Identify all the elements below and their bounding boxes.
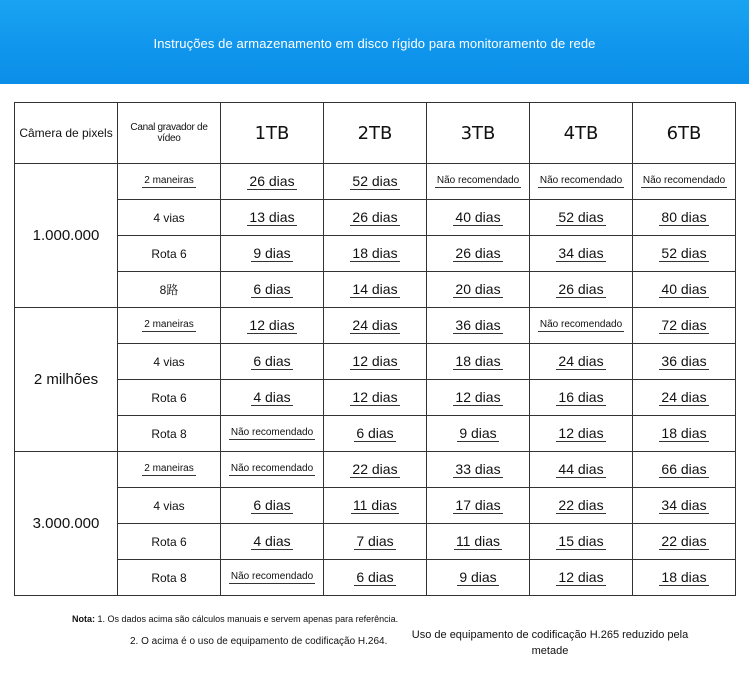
resolution-cell: 1.000.000 [15,164,118,308]
value-label: 15 dias [558,533,604,549]
value-label: 12 dias [352,389,398,405]
note-line-2: 2. O acima é o uso de equipamento de codificação H.264. [130,636,388,647]
value-cell [530,236,633,272]
resolution-cell: 2 milhões [15,308,118,452]
value-cell [427,380,530,416]
value-cell [221,488,324,524]
value-label: 26 dias [352,209,398,225]
value-cell [221,200,324,236]
value-label: 12 dias [558,425,604,441]
value-label: 66 dias [661,461,707,477]
value-cell [530,272,633,308]
value-cell [633,308,736,344]
value-label: 80 dias [661,209,707,225]
value-cell [530,560,633,596]
table-row [15,200,736,236]
header-2tb: 2TB [324,103,427,164]
channel-label: 4 vias [153,210,185,225]
value-label: 18 dias [352,245,398,261]
value-cell [633,524,736,560]
value-label: 7 dias [356,533,394,549]
value-cell [324,488,427,524]
channel-cell [118,200,221,236]
header-4tb: 4TB [530,103,633,164]
note-line-3: Uso de equipamento de codificação H.265 reduzido pela metade [411,629,689,657]
value-label: 33 dias [455,461,501,477]
value-cell [221,416,324,452]
value-cell [633,200,736,236]
value-cell [221,164,324,200]
table-row [15,524,736,560]
header-6tb: 6TB [633,103,736,164]
value-label: 22 dias [661,533,707,549]
value-cell [530,416,633,452]
value-cell [427,524,530,560]
header-banner [0,0,749,84]
value-label: Não recomendado [539,319,623,330]
table-row [15,164,736,200]
value-label: 52 dias [661,245,707,261]
value-label: 36 dias [661,353,707,369]
value-cell [530,452,633,488]
table-row [15,560,736,596]
value-cell [221,308,324,344]
value-cell [427,452,530,488]
value-cell [324,308,427,344]
channel-label: 4 vias [153,354,185,369]
value-cell [530,200,633,236]
value-label: 4 dias [253,389,291,405]
value-cell [427,344,530,380]
value-cell [530,524,633,560]
value-label: Não recomendado [230,463,314,474]
value-label: 26 dias [558,281,604,297]
value-label: 72 dias [661,317,707,333]
value-label: 24 dias [661,389,707,405]
value-label: Não recomendado [230,427,314,438]
value-label: 17 dias [455,497,501,513]
value-label: 12 dias [558,569,604,585]
value-cell [324,272,427,308]
value-label: 12 dias [352,353,398,369]
note-text-1: 1. Os dados acima são cálculos manuais e servem apenas para referência. [97,614,399,624]
value-label: 40 dias [455,209,501,225]
header-1tb: 1TB [221,103,324,164]
table-body [15,164,736,596]
channel-label: 2 maneiras [144,463,194,474]
value-cell [530,308,633,344]
channel-cell [118,452,221,488]
value-cell [427,200,530,236]
value-cell [324,344,427,380]
value-cell [324,164,427,200]
channel-cell [118,272,221,308]
value-cell [530,380,633,416]
value-cell [530,488,633,524]
channel-label: Rota 6 [151,534,187,549]
value-label: 36 dias [455,317,501,333]
value-cell [324,200,427,236]
header-row [15,103,736,164]
value-label: 12 dias [249,317,295,333]
header-3tb: 3TB [427,103,530,164]
value-cell [633,272,736,308]
channel-label: Rota 6 [151,390,187,405]
channel-cell [118,416,221,452]
value-cell [633,380,736,416]
note-label: Nota: [72,614,95,624]
resolution-cell: 3.000.000 [15,452,118,596]
value-label: 6 dias [253,497,291,513]
table-row [15,272,736,308]
value-cell [633,452,736,488]
value-cell [427,488,530,524]
channel-label: 8路 [159,283,179,297]
value-cell [427,272,530,308]
value-cell [633,416,736,452]
table-row [15,380,736,416]
value-label: 24 dias [558,353,604,369]
channel-cell [118,560,221,596]
value-label: 16 dias [558,389,604,405]
channel-label: Rota 6 [151,246,187,261]
value-label: 34 dias [661,497,707,513]
table-row [15,344,736,380]
channel-label: 2 maneiras [144,319,194,330]
value-label: 52 dias [558,209,604,225]
value-cell [221,524,324,560]
value-label: 6 dias [253,353,291,369]
value-cell [221,272,324,308]
value-label: 22 dias [352,461,398,477]
table-row [15,236,736,272]
value-label: Não recomendado [539,175,623,186]
value-label: 9 dias [459,569,497,585]
value-label: Não recomendado [230,571,314,582]
value-label: 11 dias [352,497,398,513]
value-cell [324,236,427,272]
channel-cell [118,344,221,380]
value-cell [221,560,324,596]
value-cell [633,344,736,380]
value-cell [427,164,530,200]
value-label: 9 dias [253,245,291,261]
value-label: 6 dias [356,569,394,585]
value-cell [221,380,324,416]
value-cell [324,452,427,488]
channel-label: Rota 8 [151,426,187,441]
channel-label: 4 vias [153,498,185,513]
value-cell [427,236,530,272]
header-channel: Canal gravador de vídeo [118,103,221,164]
storage-table [14,102,736,596]
value-cell [427,308,530,344]
channel-cell [118,524,221,560]
value-cell [324,380,427,416]
value-cell [221,236,324,272]
value-cell [530,344,633,380]
value-label: 6 dias [253,281,291,297]
table-row [15,488,736,524]
value-label: 34 dias [558,245,604,261]
value-label: 13 dias [249,209,295,225]
value-label: 26 dias [249,173,295,189]
value-cell [633,236,736,272]
value-label: 44 dias [558,461,604,477]
value-cell [427,560,530,596]
table-row [15,308,736,344]
value-label: 22 dias [558,497,604,513]
channel-cell [118,236,221,272]
value-label: 9 dias [459,425,497,441]
value-label: 18 dias [661,569,707,585]
value-cell [633,560,736,596]
table-row [15,452,736,488]
value-cell [633,488,736,524]
value-cell [221,452,324,488]
value-label: 6 dias [356,425,394,441]
value-cell [530,164,633,200]
channel-cell [118,488,221,524]
channel-label: 2 maneiras [144,175,194,186]
header-camera-pixels: Câmera de pixels [15,103,118,164]
value-label: Não recomendado [436,175,520,186]
value-label: 24 dias [352,317,398,333]
value-cell [324,524,427,560]
value-label: 12 dias [455,389,501,405]
value-cell [633,164,736,200]
value-cell [324,416,427,452]
value-label: 14 dias [352,281,398,297]
table-row [15,416,736,452]
value-label: 40 dias [661,281,707,297]
value-label: 20 dias [455,281,501,297]
value-label: 52 dias [352,173,398,189]
value-label: 11 dias [455,533,501,549]
value-label: Não recomendado [642,175,726,186]
value-label: 26 dias [455,245,501,261]
channel-cell [118,380,221,416]
value-cell [427,416,530,452]
value-cell [324,560,427,596]
value-label: 18 dias [661,425,707,441]
channel-cell [118,164,221,200]
channel-label: Rota 8 [151,570,187,585]
value-label: 18 dias [455,353,501,369]
note-line-1 [72,614,398,624]
value-label: 4 dias [253,533,291,549]
page-title: Instruções de armazenamento em disco rígido para monitoramento de rede [153,36,596,51]
channel-cell [118,308,221,344]
value-cell [221,344,324,380]
